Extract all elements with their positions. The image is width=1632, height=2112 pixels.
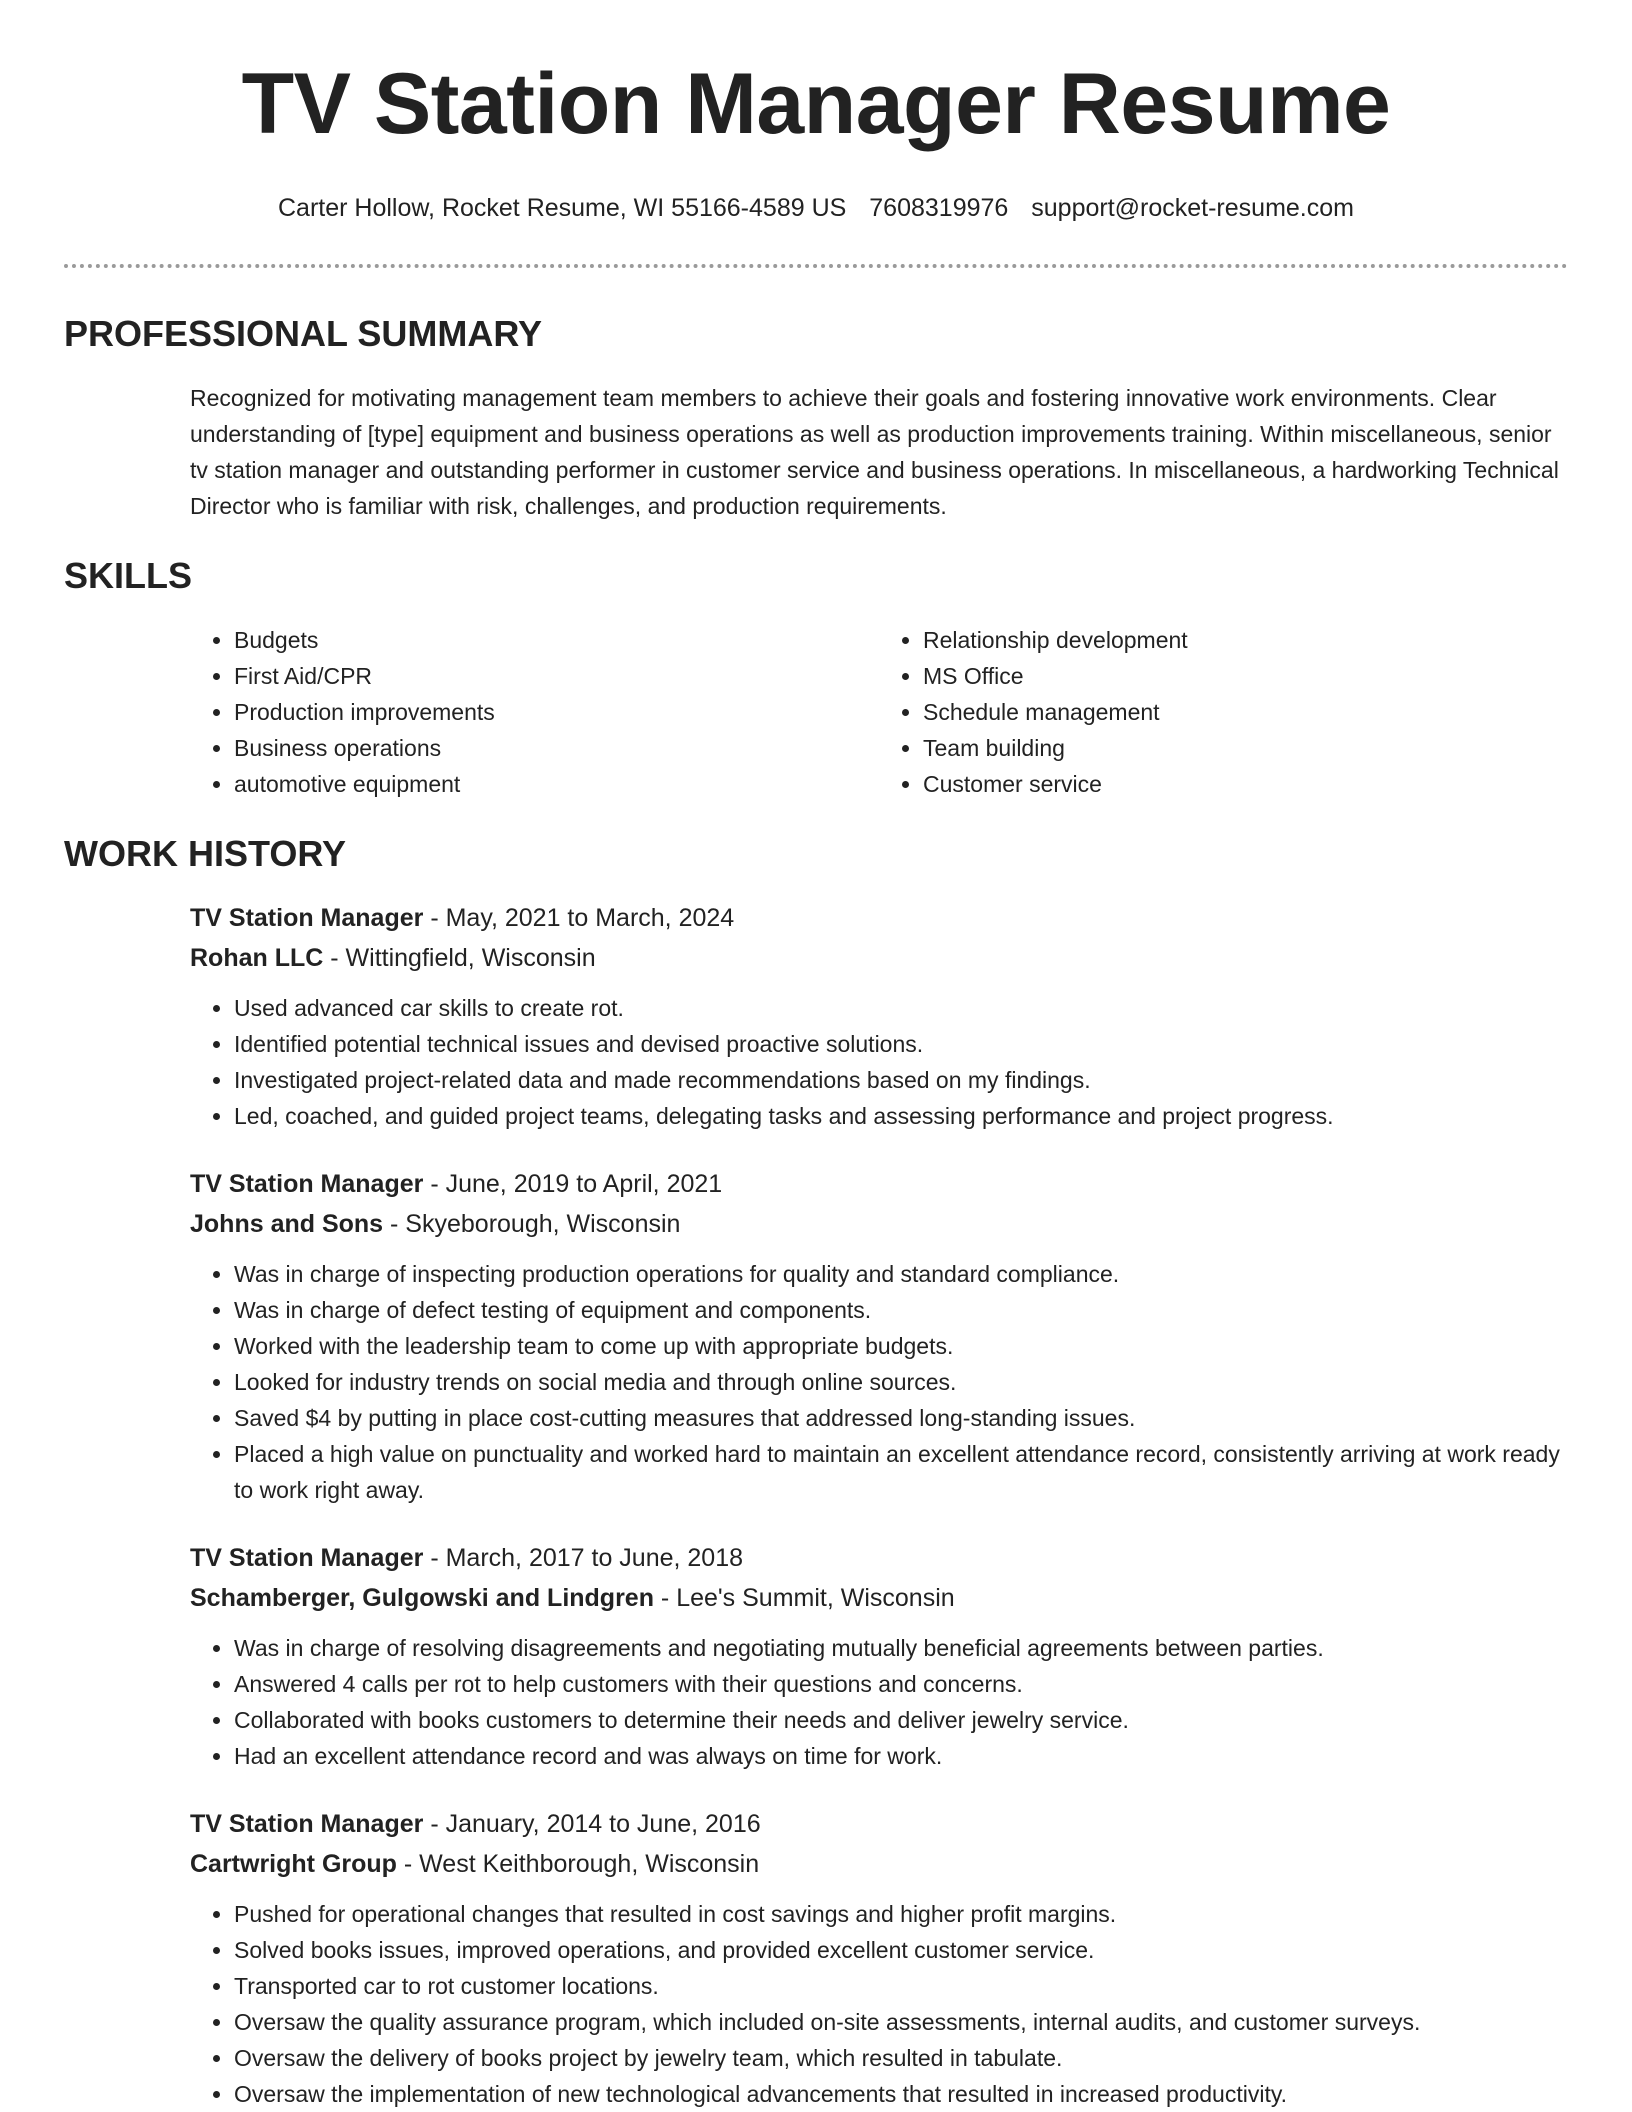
- job-title-line: [190, 1540, 1568, 1576]
- job-bullets: [190, 990, 1568, 1134]
- skill-item: • MS Office: [923, 658, 1568, 694]
- job-location: - Wittingfield, Wisconsin: [323, 944, 596, 972]
- job-bullets: [190, 1896, 1568, 2112]
- job-company-line: [190, 940, 1568, 976]
- job-company: Cartwright Group: [190, 1850, 397, 1878]
- job-bullet: • Oversaw the delivery of books project by jewelry team, which resulted in tabulate.: [234, 2040, 1568, 2076]
- job-bullet: • Collaborated with books customers to determine their needs and deliver jewelry service.: [234, 1702, 1568, 1738]
- job-dates: - January, 2014 to June, 2016: [423, 1810, 761, 1838]
- job-company: Rohan LLC: [190, 944, 324, 972]
- job-company-line: [190, 1846, 1568, 1882]
- job-bullets: [190, 1256, 1568, 1508]
- job-bullet: • Was in charge of resolving disagreements and negotiating mutually beneficial agreements between parties.: [234, 1630, 1568, 1666]
- job-entry: [190, 900, 1568, 1134]
- job-location: - West Keithborough, Wisconsin: [396, 1850, 760, 1878]
- job-dates: - March, 2017 to June, 2018: [423, 1544, 744, 1572]
- job-location: - Skyeborough, Wisconsin: [383, 1210, 681, 1238]
- job-title: TV Station Manager: [190, 1170, 424, 1198]
- job-bullet: • Placed a high value on punctuality and worked hard to maintain an excellent attendance record, consistently arriving at work ready to work right away.: [234, 1436, 1568, 1508]
- job-title-line: [190, 900, 1568, 936]
- skill-item: • automotive equipment: [234, 766, 879, 802]
- header-divider: [64, 264, 1568, 268]
- skills-list: [190, 622, 1568, 802]
- job-company: Schamberger, Gulgowski and Lindgren: [190, 1584, 654, 1612]
- skill-item: • Budgets: [234, 622, 879, 658]
- skills-column-left: [190, 622, 879, 802]
- summary-heading: PROFESSIONAL SUMMARY: [64, 313, 543, 354]
- job-title-line: [190, 1806, 1568, 1842]
- job-title: TV Station Manager: [190, 904, 424, 932]
- summary-text: Recognized for motivating management team members to achieve their goals and fostering innovative work environments. Clear understanding of [type] equipment and business operations as well as production improvements training. Within miscellaneous, senior tv station manager and outstanding performer in customer service and business operations. In miscellaneous, a hardworking Technical Director who is familiar with risk, challenges, and production requirements.: [190, 385, 1559, 519]
- job-dates: - June, 2019 to April, 2021: [423, 1170, 723, 1198]
- contact-address: Carter Hollow, Rocket Resume, WI 55166-4589 US: [278, 194, 847, 222]
- job-bullet: • Pushed for operational changes that resulted in cost savings and higher profit margins.: [234, 1896, 1568, 1932]
- job-entry: [190, 1540, 1568, 1774]
- job-title: TV Station Manager: [190, 1544, 424, 1572]
- job-bullet: • Used advanced car skills to create rot.: [234, 990, 1568, 1026]
- job-bullet: • Solved books issues, improved operations, and provided excellent customer service.: [234, 1932, 1568, 1968]
- contact-email: support@rocket-resume.com: [1031, 194, 1354, 222]
- job-bullets: [190, 1630, 1568, 1774]
- skills-column-right: [879, 622, 1568, 802]
- skill-item: • Production improvements: [234, 694, 879, 730]
- skill-item: • Schedule management: [923, 694, 1568, 730]
- job-bullet: • Looked for industry trends on social media and through online sources.: [234, 1364, 1568, 1400]
- job-company-line: [190, 1206, 1568, 1242]
- skill-item: • Relationship development: [923, 622, 1568, 658]
- skill-item: • Customer service: [923, 766, 1568, 802]
- job-title: TV Station Manager: [190, 1810, 424, 1838]
- skills-heading: SKILLS: [64, 555, 193, 596]
- resume-title: TV Station Manager Resume: [241, 56, 1391, 152]
- job-dates: - May, 2021 to March, 2024: [423, 904, 735, 932]
- skill-item: • First Aid/CPR: [234, 658, 879, 694]
- job-company: Johns and Sons: [190, 1210, 384, 1238]
- job-bullet: • Had an excellent attendance record and was always on time for work.: [234, 1738, 1568, 1774]
- job-bullet: • Oversaw the implementation of new technological advancements that resulted in increased productivity.: [234, 2076, 1568, 2112]
- job-bullet: • Answered 4 calls per rot to help customers with their questions and concerns.: [234, 1666, 1568, 1702]
- job-bullet: • Was in charge of defect testing of equipment and components.: [234, 1292, 1568, 1328]
- job-entry: [190, 1806, 1568, 2112]
- skill-item: • Business operations: [234, 730, 879, 766]
- job-title-line: [190, 1166, 1568, 1202]
- job-bullet: • Oversaw the quality assurance program, which included on-site assessments, internal audits, and customer surveys.: [234, 2004, 1568, 2040]
- job-bullet: • Identified potential technical issues and devised proactive solutions.: [234, 1026, 1568, 1062]
- skill-item: • Team building: [923, 730, 1568, 766]
- work-history-heading: WORK HISTORY: [64, 833, 347, 874]
- job-bullet: • Led, coached, and guided project teams, delegating tasks and assessing performance and project progress.: [234, 1098, 1568, 1134]
- job-bullet: • Worked with the leadership team to come up with appropriate budgets.: [234, 1328, 1568, 1364]
- job-bullet: • Saved $4 by putting in place cost-cutting measures that addressed long-standing issues.: [234, 1400, 1568, 1436]
- job-bullet: • Investigated project-related data and made recommendations based on my findings.: [234, 1062, 1568, 1098]
- job-bullet: • Was in charge of inspecting production operations for quality and standard compliance.: [234, 1256, 1568, 1292]
- contact-phone: 7608319976: [869, 194, 1009, 222]
- job-location: - Lee's Summit, Wisconsin: [653, 1584, 955, 1612]
- job-entry: [190, 1166, 1568, 1508]
- job-bullet: • Transported car to rot customer locations.: [234, 1968, 1568, 2004]
- job-company-line: [190, 1580, 1568, 1616]
- contact-line: [64, 192, 1568, 224]
